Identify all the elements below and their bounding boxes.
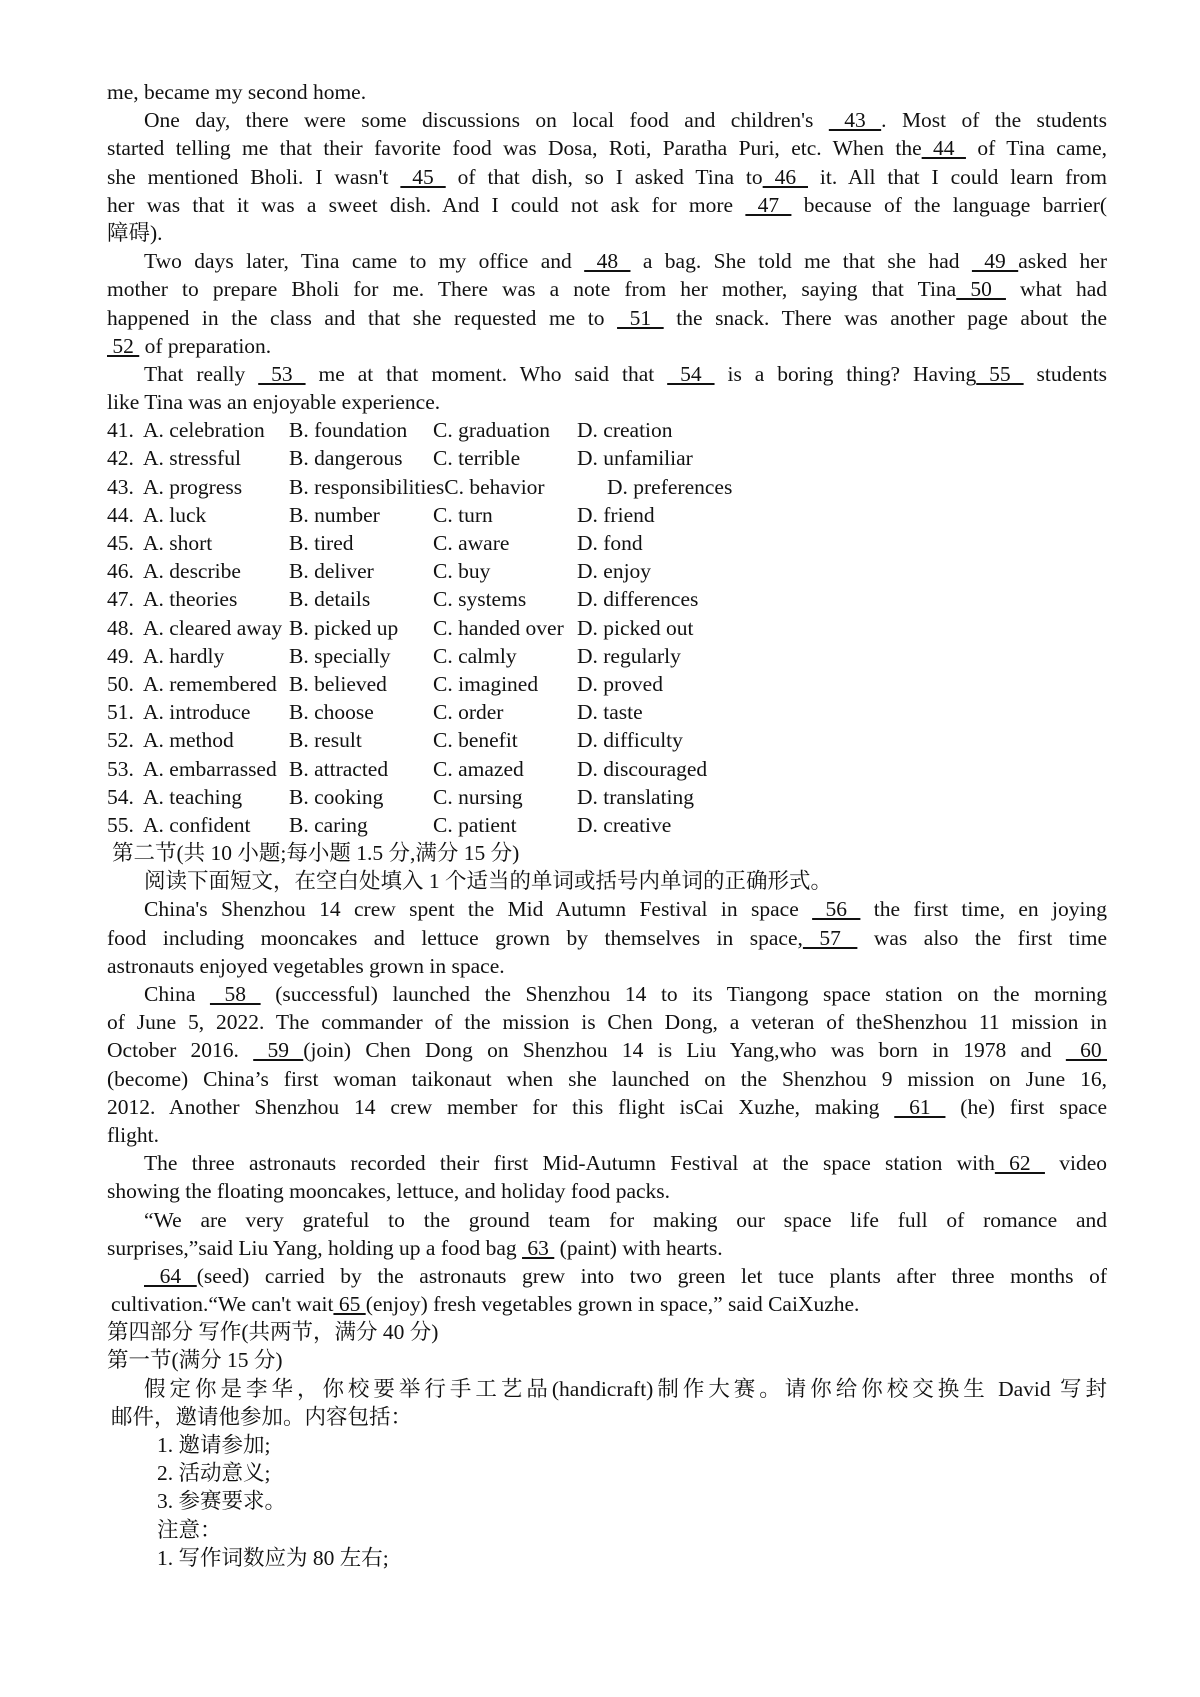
blank-number: 57 <box>802 925 858 950</box>
section2-heading: 第二节(共 10 小题;每小题 1.5 分,满分 15 分) <box>112 841 520 866</box>
option-b: B. details <box>289 587 371 612</box>
text-segment: of that dish, so I asked Tina to <box>445 164 763 189</box>
passage-cloze-end <box>107 78 1107 416</box>
blank-number: 48 <box>584 249 631 274</box>
text-segment: Two days later, Tina came to my office and <box>144 249 585 274</box>
passage-line <box>107 1234 1107 1262</box>
option-c: C. order <box>433 700 504 725</box>
option-a: A. remembered <box>143 671 277 696</box>
option-row <box>107 755 1107 783</box>
passage-line <box>107 1008 1107 1036</box>
option-d: D. proved <box>577 671 663 696</box>
option-d: D. unfamiliar <box>577 446 693 471</box>
option-row <box>107 585 1107 613</box>
text-segment: asked her <box>1018 249 1107 274</box>
question-number: 55. <box>107 812 134 837</box>
option-b: B. number <box>289 502 380 527</box>
passage-line <box>107 332 1107 360</box>
option-row <box>107 473 1107 501</box>
section2-instruction: 阅读下面短文，在空白处填入 1 个适当的单词或括号内单词的正确形式。 <box>144 869 833 894</box>
passage-line <box>107 106 1107 134</box>
option-d: D. picked out <box>577 615 694 640</box>
part4-heading: 第四部分 写作(共两节，满分 40 分) <box>107 1320 439 1345</box>
option-b: B. result <box>289 728 362 753</box>
text-segment: food including mooncakes and lettuce grown by themselves in space, <box>107 925 803 950</box>
exam-page <box>107 78 1107 1572</box>
option-row <box>107 529 1107 557</box>
passage-line <box>107 1093 1107 1121</box>
option-c: C. patient <box>433 812 517 837</box>
passage-line <box>107 952 1107 980</box>
text-segment: The three astronauts recorded their first Mid-Autumn Festival at the space station with <box>144 1151 995 1176</box>
option-b: B. attracted <box>289 756 389 781</box>
option-b: B. responsibilitiesC. behavior <box>289 474 545 499</box>
passage-line <box>107 78 1107 106</box>
option-row <box>107 444 1107 472</box>
text-segment: astronauts enjoyed vegetables grown in space. <box>107 953 505 978</box>
option-d: D. fond <box>577 531 643 555</box>
text-segment: the snack. There was another page about the <box>663 305 1107 330</box>
text-segment: flight. <box>107 1122 159 1147</box>
text-segment: a bag. She told me that she had <box>630 249 972 274</box>
option-d: D. discouraged <box>577 756 708 781</box>
option-d: D. differences <box>577 587 699 612</box>
option-c: C. terrible <box>433 446 521 471</box>
text-segment: One day, there were some discussions on local food and children's <box>144 108 829 133</box>
option-a: A. stressful <box>143 446 241 471</box>
part4-sub-heading: 第一节(满分 15 分) <box>107 1348 283 1373</box>
option-b: B. believed <box>289 671 387 696</box>
blank-number: 44 <box>921 136 966 161</box>
option-row <box>107 501 1107 529</box>
option-row <box>107 783 1107 811</box>
passage-line <box>107 924 1107 952</box>
passage-line <box>107 360 1107 388</box>
option-d: D. regularly <box>577 643 681 668</box>
text-segment: the first time, en joying <box>860 897 1107 922</box>
question-number: 49. <box>107 643 134 668</box>
option-row <box>107 811 1107 839</box>
text-segment: of June 5, 2022. The commander of the mission is Chen Dong, a veteran of theShenzhou 11 mission in <box>107 1010 1107 1035</box>
question-number: 52. <box>107 728 134 753</box>
question-number: 47. <box>107 587 134 612</box>
text-segment: (paint) with hearts. <box>554 1235 723 1260</box>
text-segment: (he) first space <box>945 1094 1107 1119</box>
passage-line <box>107 304 1107 332</box>
blank-number: 47 <box>745 192 792 217</box>
blank-number: 49 <box>971 249 1019 274</box>
passage-line <box>107 1262 1107 1290</box>
option-d: D. creative <box>577 812 672 837</box>
passage-grammar-fill <box>107 895 1107 1318</box>
option-row <box>107 416 1107 444</box>
text-segment: China's Shenzhou 14 crew spent the Mid Autumn Festival in space <box>144 897 813 922</box>
option-a: A. celebration <box>143 418 265 443</box>
blank-number: 54 <box>667 361 715 386</box>
option-b: B. foundation <box>289 418 408 443</box>
option-a: A. method <box>143 728 234 753</box>
option-a: A. teaching <box>143 784 243 809</box>
text-segment: her was that it was a sweet dish. And I could not ask for more <box>107 192 746 217</box>
option-a: A. progress <box>143 474 243 499</box>
option-a: A. introduce <box>143 700 251 725</box>
cloze-options-list <box>107 416 1107 839</box>
option-c: C. amazed <box>433 756 524 781</box>
blank-number: 43 <box>828 108 882 133</box>
blank-number: 60 <box>1065 1038 1107 1063</box>
blank-number: 56 <box>812 897 861 922</box>
option-c: C. nursing <box>433 784 523 809</box>
question-number: 53. <box>107 756 134 781</box>
blank-number: 61 <box>894 1094 946 1119</box>
option-d: D. friend <box>577 502 655 527</box>
text-segment: it. All that I could learn from <box>808 164 1107 189</box>
option-a: A. cleared away <box>143 615 283 640</box>
passage-line <box>107 980 1107 1008</box>
option-c: C. graduation <box>433 418 551 443</box>
passage-line <box>107 1121 1107 1149</box>
text-segment: happened in the class and that she requested me to <box>107 305 618 330</box>
option-c: C. calmly <box>433 643 517 668</box>
question-number: 48. <box>107 615 134 640</box>
question-number: 50. <box>107 671 134 696</box>
option-b: B. dangerous <box>289 446 403 471</box>
text-segment: started telling me that their favorite food was Dosa, Roti, Paratha Puri, etc. When the <box>107 136 922 161</box>
option-c: C. turn <box>433 502 493 527</box>
text-segment: That really <box>144 361 259 386</box>
option-a: A. theories <box>143 587 238 612</box>
text-segment: (become) China’s first woman taikonaut when she launched on the Shenzhou 9 mission on June 16, <box>107 1066 1107 1091</box>
blank-number: 51 <box>617 305 664 330</box>
text-segment: (successful) launched the Shenzhou 14 to its Tiangong space station on the morning <box>260 982 1107 1006</box>
text-segment: is a boring thing? Having <box>714 361 977 386</box>
blank-number: 53 <box>258 361 306 386</box>
option-a: A. embarrassed <box>143 756 277 781</box>
option-b: B. specially <box>289 643 391 668</box>
option-b: B. deliver <box>289 559 374 584</box>
writing-task-line: 1. 邀请参加; <box>157 1433 271 1457</box>
passage-line <box>107 895 1107 923</box>
option-row <box>107 614 1107 642</box>
text-segment: surprises,”said Liu Yang, holding up a food bag <box>107 1235 523 1260</box>
option-c: C. handed over <box>433 615 564 640</box>
passage-line <box>107 275 1107 303</box>
writing-task <box>107 1375 1107 1572</box>
option-a: A. hardly <box>143 643 225 668</box>
text-segment: . Most of the students <box>881 108 1107 133</box>
option-d: D. translating <box>577 784 695 809</box>
text-segment: China <box>144 982 210 1006</box>
passage-line <box>107 1206 1107 1234</box>
option-d: D. creation <box>577 418 673 443</box>
text-segment: was also the first time <box>857 925 1107 950</box>
option-row <box>107 698 1107 726</box>
passage-line <box>107 219 1107 247</box>
blank-number: 55 <box>976 361 1024 386</box>
text-segment: cultivation.“We can't wait <box>111 1292 334 1317</box>
option-c: C. buy <box>433 559 491 584</box>
text-segment: (join) Chen Dong on Shenzhou 14 is Liu Yang,who was born in 1978 and <box>303 1038 1066 1063</box>
question-number: 45. <box>107 531 134 555</box>
option-d: D. preferences <box>607 474 733 499</box>
passage-line <box>107 134 1107 162</box>
text-segment: 障碍). <box>107 220 163 245</box>
text-segment: October 2016. <box>107 1038 254 1063</box>
passage-line <box>107 163 1107 191</box>
option-a: A. confident <box>143 812 251 837</box>
option-row <box>107 557 1107 585</box>
text-segment: 2012. Another Shenzhou 14 crew member for this flight isCai Xuzhe, making <box>107 1094 895 1119</box>
option-b: B. caring <box>289 812 368 837</box>
question-number: 41. <box>107 418 134 443</box>
blank-number: 65 <box>333 1292 366 1317</box>
blank-number: 64 <box>144 1263 197 1288</box>
question-number: 44. <box>107 502 134 527</box>
question-number: 43. <box>107 474 134 499</box>
blank-number: 62 <box>994 1151 1045 1176</box>
option-b: B. choose <box>289 700 374 725</box>
option-b: B. cooking <box>289 784 384 809</box>
passage-line <box>107 191 1107 219</box>
option-c: C. systems <box>433 587 527 612</box>
writing-task-line: 假定你是李华，你校要举行手工艺品(handicraft)制作大赛。请你给你校交换生 David 写封 <box>144 1376 1107 1401</box>
option-c: C. benefit <box>433 728 518 753</box>
passage-line <box>107 247 1107 275</box>
option-c: C. imagined <box>433 671 539 696</box>
text-segment: (enjoy) fresh vegetables grown in space,” said CaiXuzhe. <box>365 1292 860 1317</box>
writing-task-line: 邮件，邀请他参加。内容包括： <box>111 1404 413 1429</box>
text-segment: students <box>1023 361 1107 386</box>
text-segment: because of the language barrier( <box>791 192 1107 217</box>
question-number: 42. <box>107 446 134 471</box>
option-b: B. picked up <box>289 615 399 640</box>
option-d: D. difficulty <box>577 728 683 753</box>
text-segment: of Tina came, <box>965 136 1107 161</box>
passage-line <box>107 1149 1107 1177</box>
passage-line <box>107 388 1107 416</box>
blank-number: 63 <box>522 1235 555 1260</box>
blank-number: 45 <box>400 164 446 189</box>
option-a: A. short <box>143 531 213 555</box>
question-number: 51. <box>107 700 134 725</box>
option-d: D. taste <box>577 700 643 725</box>
option-row <box>107 642 1107 670</box>
question-number: 54. <box>107 784 134 809</box>
blank-number: 52 <box>107 333 140 358</box>
text-segment: “We are very grateful to the ground team for making our space life full of romance and <box>144 1207 1107 1232</box>
option-a: A. luck <box>143 502 207 527</box>
blank-number: 50 <box>956 277 1006 302</box>
writing-task-line: 3. 参赛要求。 <box>157 1489 287 1514</box>
writing-task-line: 注意： <box>157 1517 222 1542</box>
passage-line <box>107 1290 1107 1318</box>
text-segment: like Tina was an enjoyable experience. <box>107 390 441 415</box>
question-number: 46. <box>107 559 134 584</box>
option-row <box>107 670 1107 698</box>
text-segment: mother to prepare Bholi for me. There was a note from her mother, saying that Tina <box>107 277 957 302</box>
text-segment: what had <box>1005 277 1107 302</box>
blank-number: 58 <box>209 982 261 1006</box>
option-d: D. enjoy <box>577 559 652 584</box>
text-segment: me, became my second home. <box>107 80 367 104</box>
option-row <box>107 726 1107 754</box>
writing-task-line: 2. 活动意义; <box>157 1461 271 1486</box>
writing-task-line: 1. 写作词数应为 80 左右; <box>157 1545 389 1570</box>
option-b: B. tired <box>289 531 354 555</box>
blank-number: 46 <box>762 164 808 189</box>
text-segment: video <box>1044 1151 1107 1176</box>
text-segment: she mentioned Bholi. I wasn't <box>107 164 401 189</box>
text-segment: showing the floating mooncakes, lettuce, and holiday food packs. <box>107 1179 671 1204</box>
text-segment: (seed) carried by the astronauts grew into two green let tuce plants after three months of <box>196 1263 1107 1288</box>
passage-line <box>107 1177 1107 1205</box>
blank-number: 59 <box>253 1038 304 1063</box>
text-segment: me at that moment. Who said that <box>305 361 668 386</box>
passage-line <box>107 1065 1107 1093</box>
option-a: A. describe <box>143 559 241 584</box>
passage-line <box>107 1036 1107 1064</box>
text-segment: of preparation. <box>139 333 272 358</box>
option-c: C. aware <box>433 531 510 555</box>
